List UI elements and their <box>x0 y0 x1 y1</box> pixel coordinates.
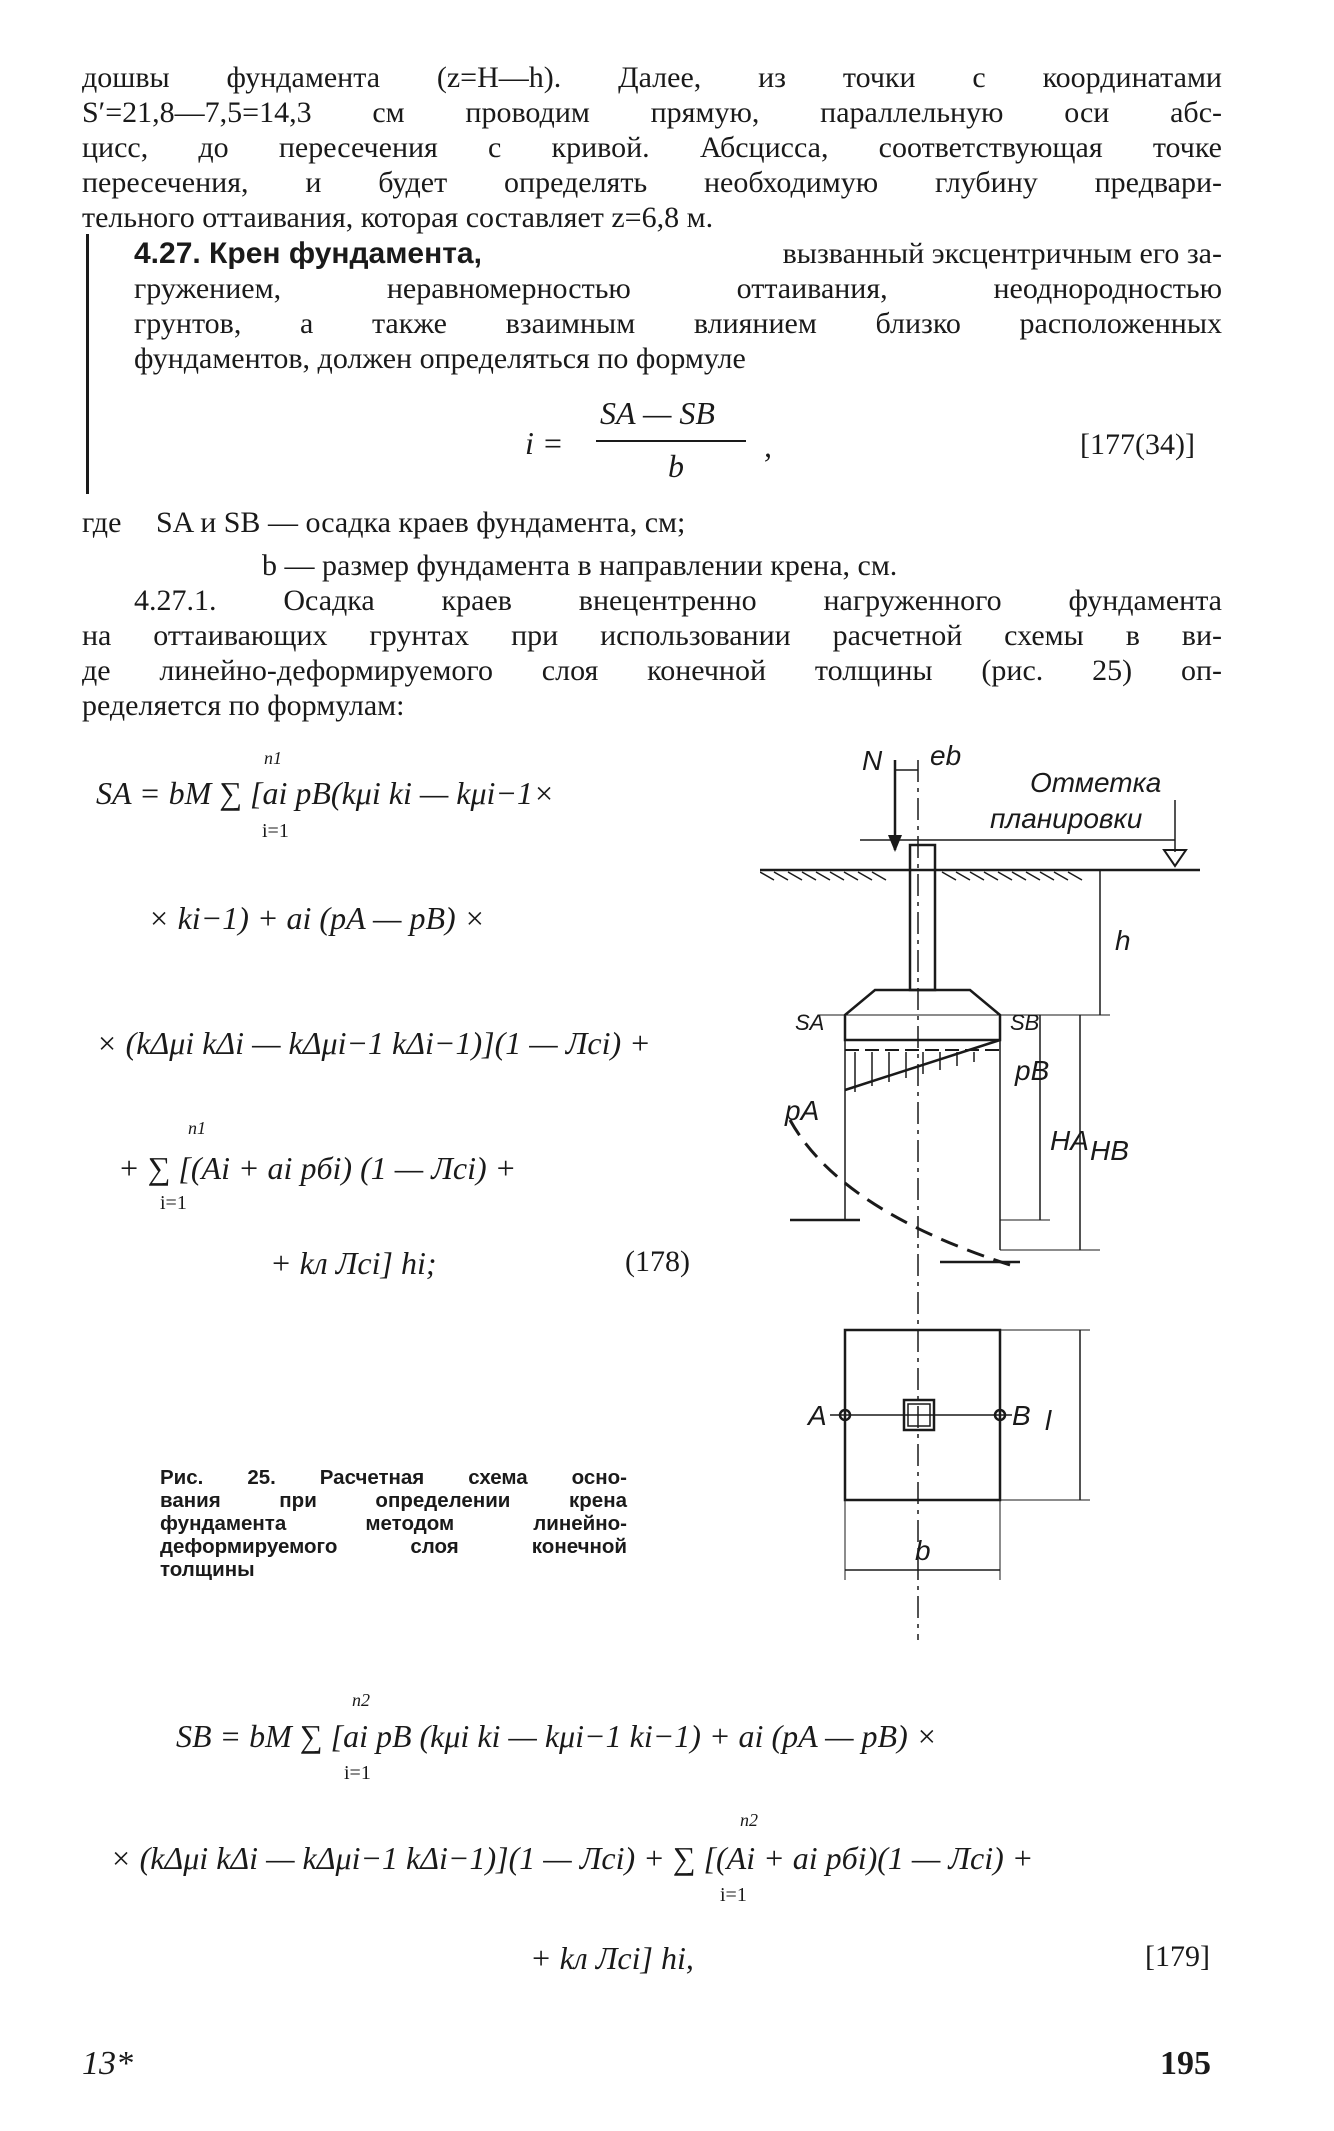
sum-upper-limit: n1 <box>264 748 282 768</box>
sum-upper-limit: n1 <box>188 1118 206 1138</box>
label-n: N <box>862 745 883 776</box>
signature-mark: 13* <box>82 2045 133 2082</box>
caption-line: Рис. 25. Расчетная схема осно- <box>160 1466 627 1489</box>
formula-178-number: (178) <box>625 1245 690 1278</box>
text-line: дошвы фундамента (z=H—h). Далее, из точки с координатами <box>82 61 1222 94</box>
text-line: цисс, до пересечения с кривой. Абсцисса, соответствующая точке <box>82 131 1222 164</box>
sum-lower-limit: i=1 <box>720 1884 747 1906</box>
paragraph-top <box>82 60 1222 235</box>
figure-25-drawing <box>760 740 1220 1640</box>
formula-177-denominator: b <box>668 448 684 484</box>
sum-upper-limit: n2 <box>740 1810 758 1830</box>
formula-178-line3: × (kΔμi kΔi — kΔμi−1 kΔi−1)](1 — Лci) + <box>96 1025 651 1061</box>
where-prefix: где <box>82 506 122 539</box>
caption-line: вания при определении крена <box>160 1489 627 1512</box>
label-sa: SA <box>795 1010 825 1035</box>
text-line: де линейно-деформируемого слоя конечной толщины (рис. 25) оп- <box>82 654 1222 687</box>
label-pa: pA <box>785 1095 820 1126</box>
label-a: A <box>808 1400 827 1431</box>
formula-179-line3: + kл Лci] hi, <box>530 1940 694 1976</box>
label-mark-2: планировки <box>990 803 1143 834</box>
label-hb: HB <box>1090 1135 1129 1166</box>
sum-lower-limit: i=1 <box>160 1192 187 1214</box>
formula-178-line1: SA = bM ∑ [ai pB(kμi ki — kμi−1× <box>96 775 555 811</box>
text-line: грунтов, а также взаимным влиянием близко расположенных <box>134 307 1222 340</box>
column <box>910 845 935 990</box>
label-h: h <box>1115 925 1131 956</box>
text-line: вызванный эксцентричным его за- <box>782 237 1222 270</box>
section-4271 <box>82 583 1222 723</box>
label-l: l <box>1045 1405 1052 1436</box>
text-line: пересечения, и будет определять необходимую глубину предвари- <box>82 166 1222 199</box>
text-line: 4.27.1. Осадка краев внецентренно нагруженного фундамента <box>134 584 1222 617</box>
formula-178-line2: × ki−1) + ai (pA — pB) × <box>148 900 486 936</box>
section-427-body <box>134 271 1222 376</box>
formula-179-line2: × (kΔμi kΔi — kΔμi−1 kΔi−1)](1 — Лci) + ∑ [(Ai + ai pбi)(1 — Лci) + <box>110 1840 1034 1876</box>
sum-lower-limit: i=1 <box>344 1762 371 1784</box>
text-line: фундаментов, должен определяться по формуле <box>134 342 746 375</box>
figure-caption <box>160 1466 627 1581</box>
formula-177-comma: , <box>764 428 772 464</box>
sum-upper-limit: n2 <box>352 1690 370 1710</box>
label-b-point: B <box>1012 1400 1031 1431</box>
where-line1: SA и SB — осадка краев фундамента, см; <box>156 506 686 539</box>
label-pb: pB <box>1015 1055 1050 1086</box>
text-line: S′=21,8—7,5=14,3 см проводим прямую, параллельную оси абс- <box>82 96 1222 129</box>
text-line: ределяется по формулам: <box>82 689 405 722</box>
text-line: на оттаивающих грунтах при использовании расчетной схемы в ви- <box>82 619 1222 652</box>
formula-179-line1: SB = bM ∑ [ai pB (kμi ki — kμi−1 ki−1) + ai (pA — pB) × <box>176 1718 938 1754</box>
formula-178-line4: + ∑ [(Ai + ai pбi) (1 — Лci) + <box>118 1150 517 1186</box>
label-mark-1: Отметка <box>1030 767 1162 798</box>
text-line: гружением, неравномерностью оттаивания, неоднородностью <box>134 272 1222 305</box>
formula-178-line5: + kл Лci] hi; <box>270 1245 437 1281</box>
formula-179-number: [179] <box>1145 1940 1210 1973</box>
where-line2: b — размер фундамента в направлении крена, см. <box>262 549 898 582</box>
label-sb: SB <box>1010 1010 1040 1035</box>
label-b: b <box>915 1535 931 1566</box>
fraction-bar <box>596 440 746 442</box>
section-427-heading: 4.27. Крен фундамента, <box>134 237 482 270</box>
section-427-first-line <box>134 236 1222 271</box>
label-eb: eb <box>930 740 962 771</box>
caption-line: толщины <box>160 1558 255 1581</box>
sum-lower-limit: i=1 <box>262 820 289 842</box>
caption-line: деформируемого слоя конечной <box>160 1535 627 1558</box>
text-line: тельного оттаивания, которая составляет z=6,8 м. <box>82 201 714 234</box>
change-bar <box>86 234 89 494</box>
formula-177-lhs: i = <box>525 425 564 461</box>
formula-177-number: [177(34)] <box>1080 428 1195 461</box>
page-number: 195 <box>1160 2045 1211 2082</box>
formula-177-numerator: SA — SB <box>600 395 715 431</box>
label-ha: HA <box>1050 1125 1089 1156</box>
caption-line: фундамента методом линейно- <box>160 1512 627 1535</box>
